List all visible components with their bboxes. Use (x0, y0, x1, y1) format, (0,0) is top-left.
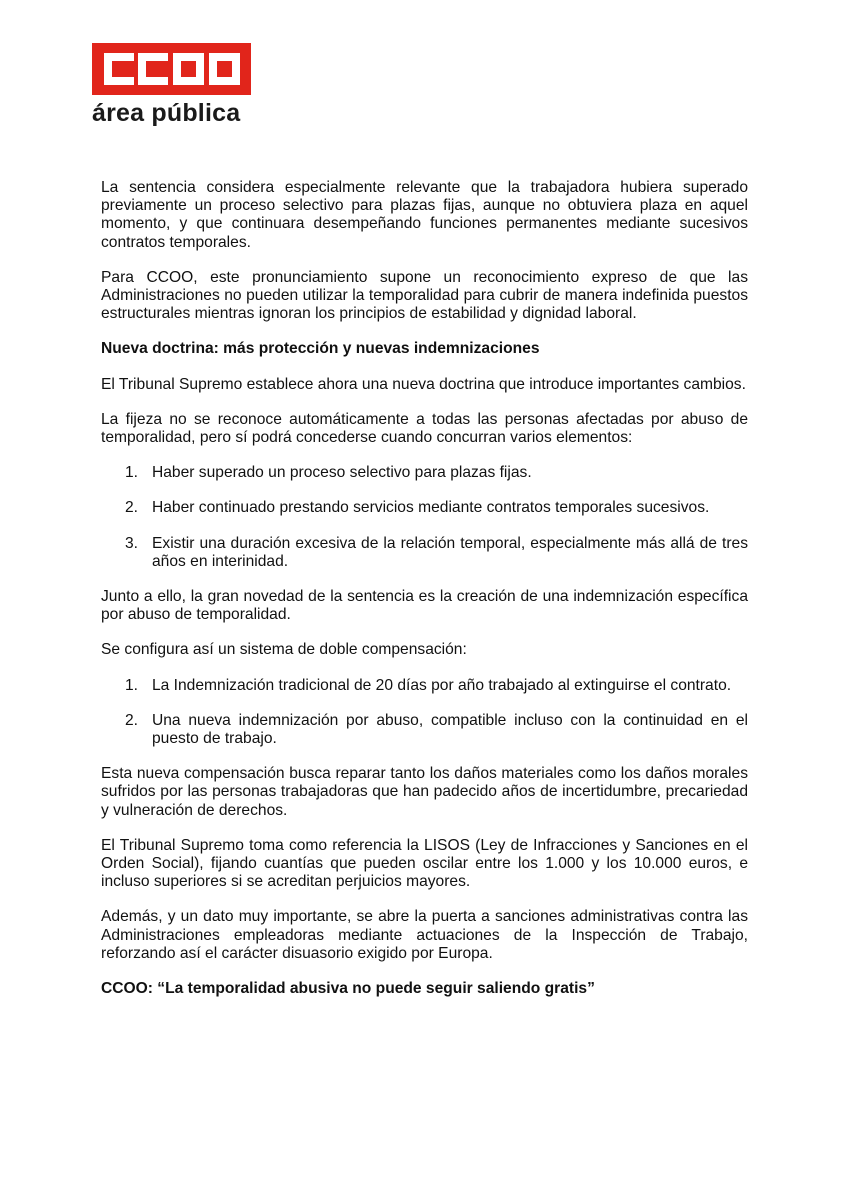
requirements-list (101, 464, 748, 571)
list-text: La Indemnización tradicional de 20 días por año trabajado al extinguirse el contrato. (152, 676, 732, 694)
list-item (101, 712, 748, 748)
list-number: 1. (125, 676, 139, 694)
paragraph-9: Además, y un dato muy importante, se abre la puerta a sanciones administrativas contra las Administraciones empleadoras mediante actuaciones de la Inspección de Trabajo, reforzando así el carácter disuasorio exigido por Europa. (101, 908, 748, 962)
logo-subtitle: área pública (92, 99, 241, 127)
list-number: 3. (125, 534, 139, 552)
list-text: Haber superado un proceso selectivo para plazas fijas. (152, 464, 532, 482)
list-text: Existir una duración excesiva de la relación temporal, especialmente más allá de tres años en interinidad. (152, 534, 748, 570)
ccoo-logo (92, 43, 254, 127)
paragraph-8: El Tribunal Supremo toma como referencia la LISOS (Ley de Infracciones y Sanciones en el Orden Social), fijando cuantías que pueden oscilar entre los 1.000 y los 10.000 euros, e incluso superiores si se acreditan perjuicios mayores. (101, 836, 748, 891)
section-heading-ccoo-quote: CCOO: “La temporalidad abusiva no puede seguir saliendo gratis” (101, 980, 595, 998)
list-text: Haber continuado prestando servicios mediante contratos temporales sucesivos. (152, 499, 710, 517)
ccoo-logo-icon (92, 43, 251, 95)
list-number: 2. (125, 711, 139, 729)
list-item (101, 499, 748, 517)
section-heading-nueva-doctrina: Nueva doctrina: más protección y nuevas indemnizaciones (101, 340, 540, 358)
compensation-list (101, 677, 748, 749)
paragraph-7: Esta nueva compensación busca reparar tanto los daños materiales como los daños morales sufridos por las personas trabajadoras que han padecido años de incertidumbre, precariedad y vulneración de derechos. (101, 765, 748, 819)
list-item (101, 464, 748, 482)
paragraph-1: La sentencia considera especialmente relevante que la trabajadora hubiera superado previamente un proceso selectivo para plazas fijas, aunque no obtuviera plaza en aquel momento, y que continuara desempeñando funciones permanentes mediante sucesivos contratos temporales. (101, 179, 748, 251)
list-number: 1. (125, 464, 139, 482)
list-text: Una nueva indemnización por abuso, compatible incluso con la continuidad en el puesto de trabajo. (152, 711, 748, 748)
list-item (101, 535, 748, 571)
paragraph-4: La fijeza no se reconoce automáticamente a todas las personas afectadas por abuso de temporalidad, pero sí podrá concederse cuando concurran varios elementos: (101, 410, 748, 447)
paragraph-3: El Tribunal Supremo establece ahora una nueva doctrina que introduce importantes cambios. (101, 375, 746, 393)
document-body (101, 179, 748, 1015)
paragraph-5: Junto a ello, la gran novedad de la sentencia es la creación de una indemnización específica por abuso de temporalidad. (101, 588, 748, 624)
list-number: 2. (125, 499, 139, 517)
paragraph-2: Para CCOO, este pronunciamiento supone un reconocimiento expreso de que las Administraciones no pueden utilizar la temporalidad para cubrir de manera indefinida puestos estructurales mientras ignoran los principios de estabilidad y dignidad laboral. (101, 268, 748, 323)
list-item (101, 677, 748, 695)
paragraph-6: Se configura así un sistema de doble compensación: (101, 641, 467, 659)
